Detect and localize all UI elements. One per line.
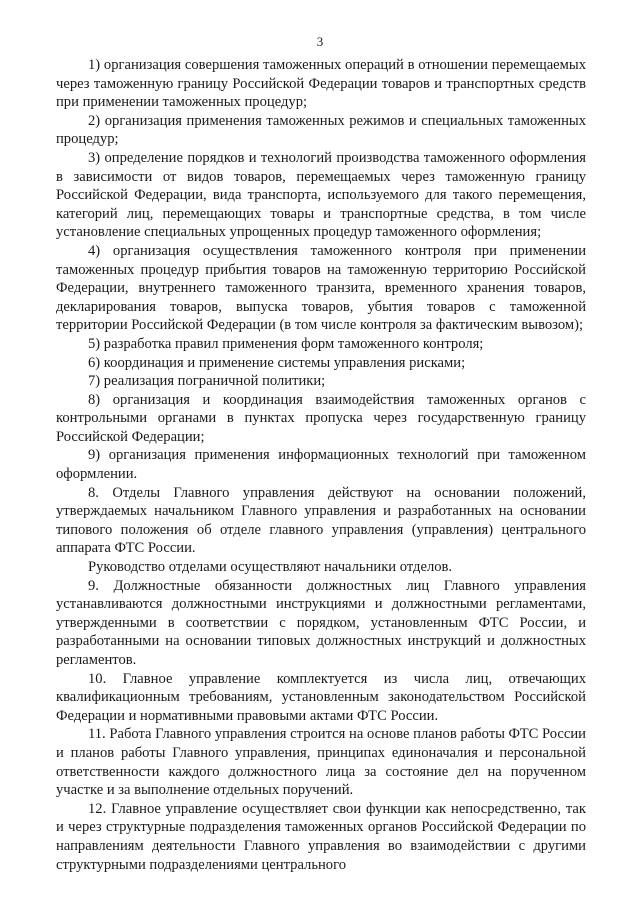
paragraph-item-1: 1) организация совершения таможенных операций в отношении перемещаемых через таможенную границу Российской Федерации товаров и транспортных средств при применении таможенных процедур; bbox=[56, 57, 586, 111]
paragraph-department-heads: Руководство отделами осуществляют начальники отделов. bbox=[88, 559, 453, 576]
paragraph-section-9: 9. Должностные обязанности должностных лиц Главного управления устанавливаются должностными инструкциями и должностными регламентами, утвержденными в соответствии с порядком, установленным ФТС России, и разработанными на основании типовых должностных инструкций и должностных регламентов. bbox=[56, 577, 586, 668]
paragraph-section-12: 12. Главное управление осуществляет свои функции как непосредственно, так и через структурные подразделения таможенных органов Российской Федерации по направлениям деятельности Главного управления во взаимодействии с другими структурными подразделениями центрального bbox=[56, 800, 586, 873]
paragraph-section-10: 10. Главное управление комплектуется из числа лиц, отвечающих квалификационным требованиям, установленным законодательством Российской Федерации и нормативными правовыми актами ФТС России. bbox=[56, 670, 586, 724]
page-number: 3 bbox=[316, 34, 324, 49]
paragraph-item-3: 3) определение порядков и технологий производства таможенного оформления в зависимости от видов товаров, перемещаемых через таможенную границу Российской Федерации, вида транспорта, используемого для такого перемещения, категорий лиц, перемещающих товары и транспортные средства, в том числе установление специальных упрощенных процедур таможенного оформления; bbox=[56, 149, 586, 241]
paragraph-item-5: 5) разработка правил применения форм таможенного контроля; bbox=[88, 335, 484, 352]
paragraph-section-11: 11. Работа Главного управления строится на основе планов работы ФТС России и планов работы Главного управления, принципах единоначалия и персональной ответственности каждого должностного лица за состояние дел на порученном участке и за выполнение отдельных поручений. bbox=[56, 726, 586, 799]
paragraph-item-7: 7) реализация пограничной политики; bbox=[88, 373, 326, 390]
paragraph-item-8: 8) организация и координация взаимодействия таможенных органов с контрольными органами в пунктах пропуска через государственную границу Российской Федерации; bbox=[56, 391, 586, 445]
paragraph-item-6: 6) координация и применение системы управления рисками; bbox=[88, 354, 466, 371]
paragraph-item-2: 2) организация применения таможенных режимов и специальных таможенных процедур; bbox=[56, 112, 586, 148]
paragraph-item-4: 4) организация осуществления таможенного контроля при применении таможенных процедур прибытия товаров на таможенную территорию Российской Федерации, внутреннего таможенного транзита, временного хранения товаров, декларирования товаров, выпуска товаров, убытия товаров с таможенной территории Российской Федерации (в том числе контроля за фактическим вывозом); bbox=[56, 242, 586, 334]
paragraph-item-9: 9) организация применения информационных технологий при таможенном оформлении. bbox=[56, 447, 586, 483]
paragraph-section-8: 8. Отделы Главного управления действуют на основании положений, утверждаемых начальником Главного управления и разработанных на основании типового положения об отделе главного управления (управления) центрального аппарата ФТС России. bbox=[56, 484, 586, 557]
document-body bbox=[56, 56, 586, 874]
